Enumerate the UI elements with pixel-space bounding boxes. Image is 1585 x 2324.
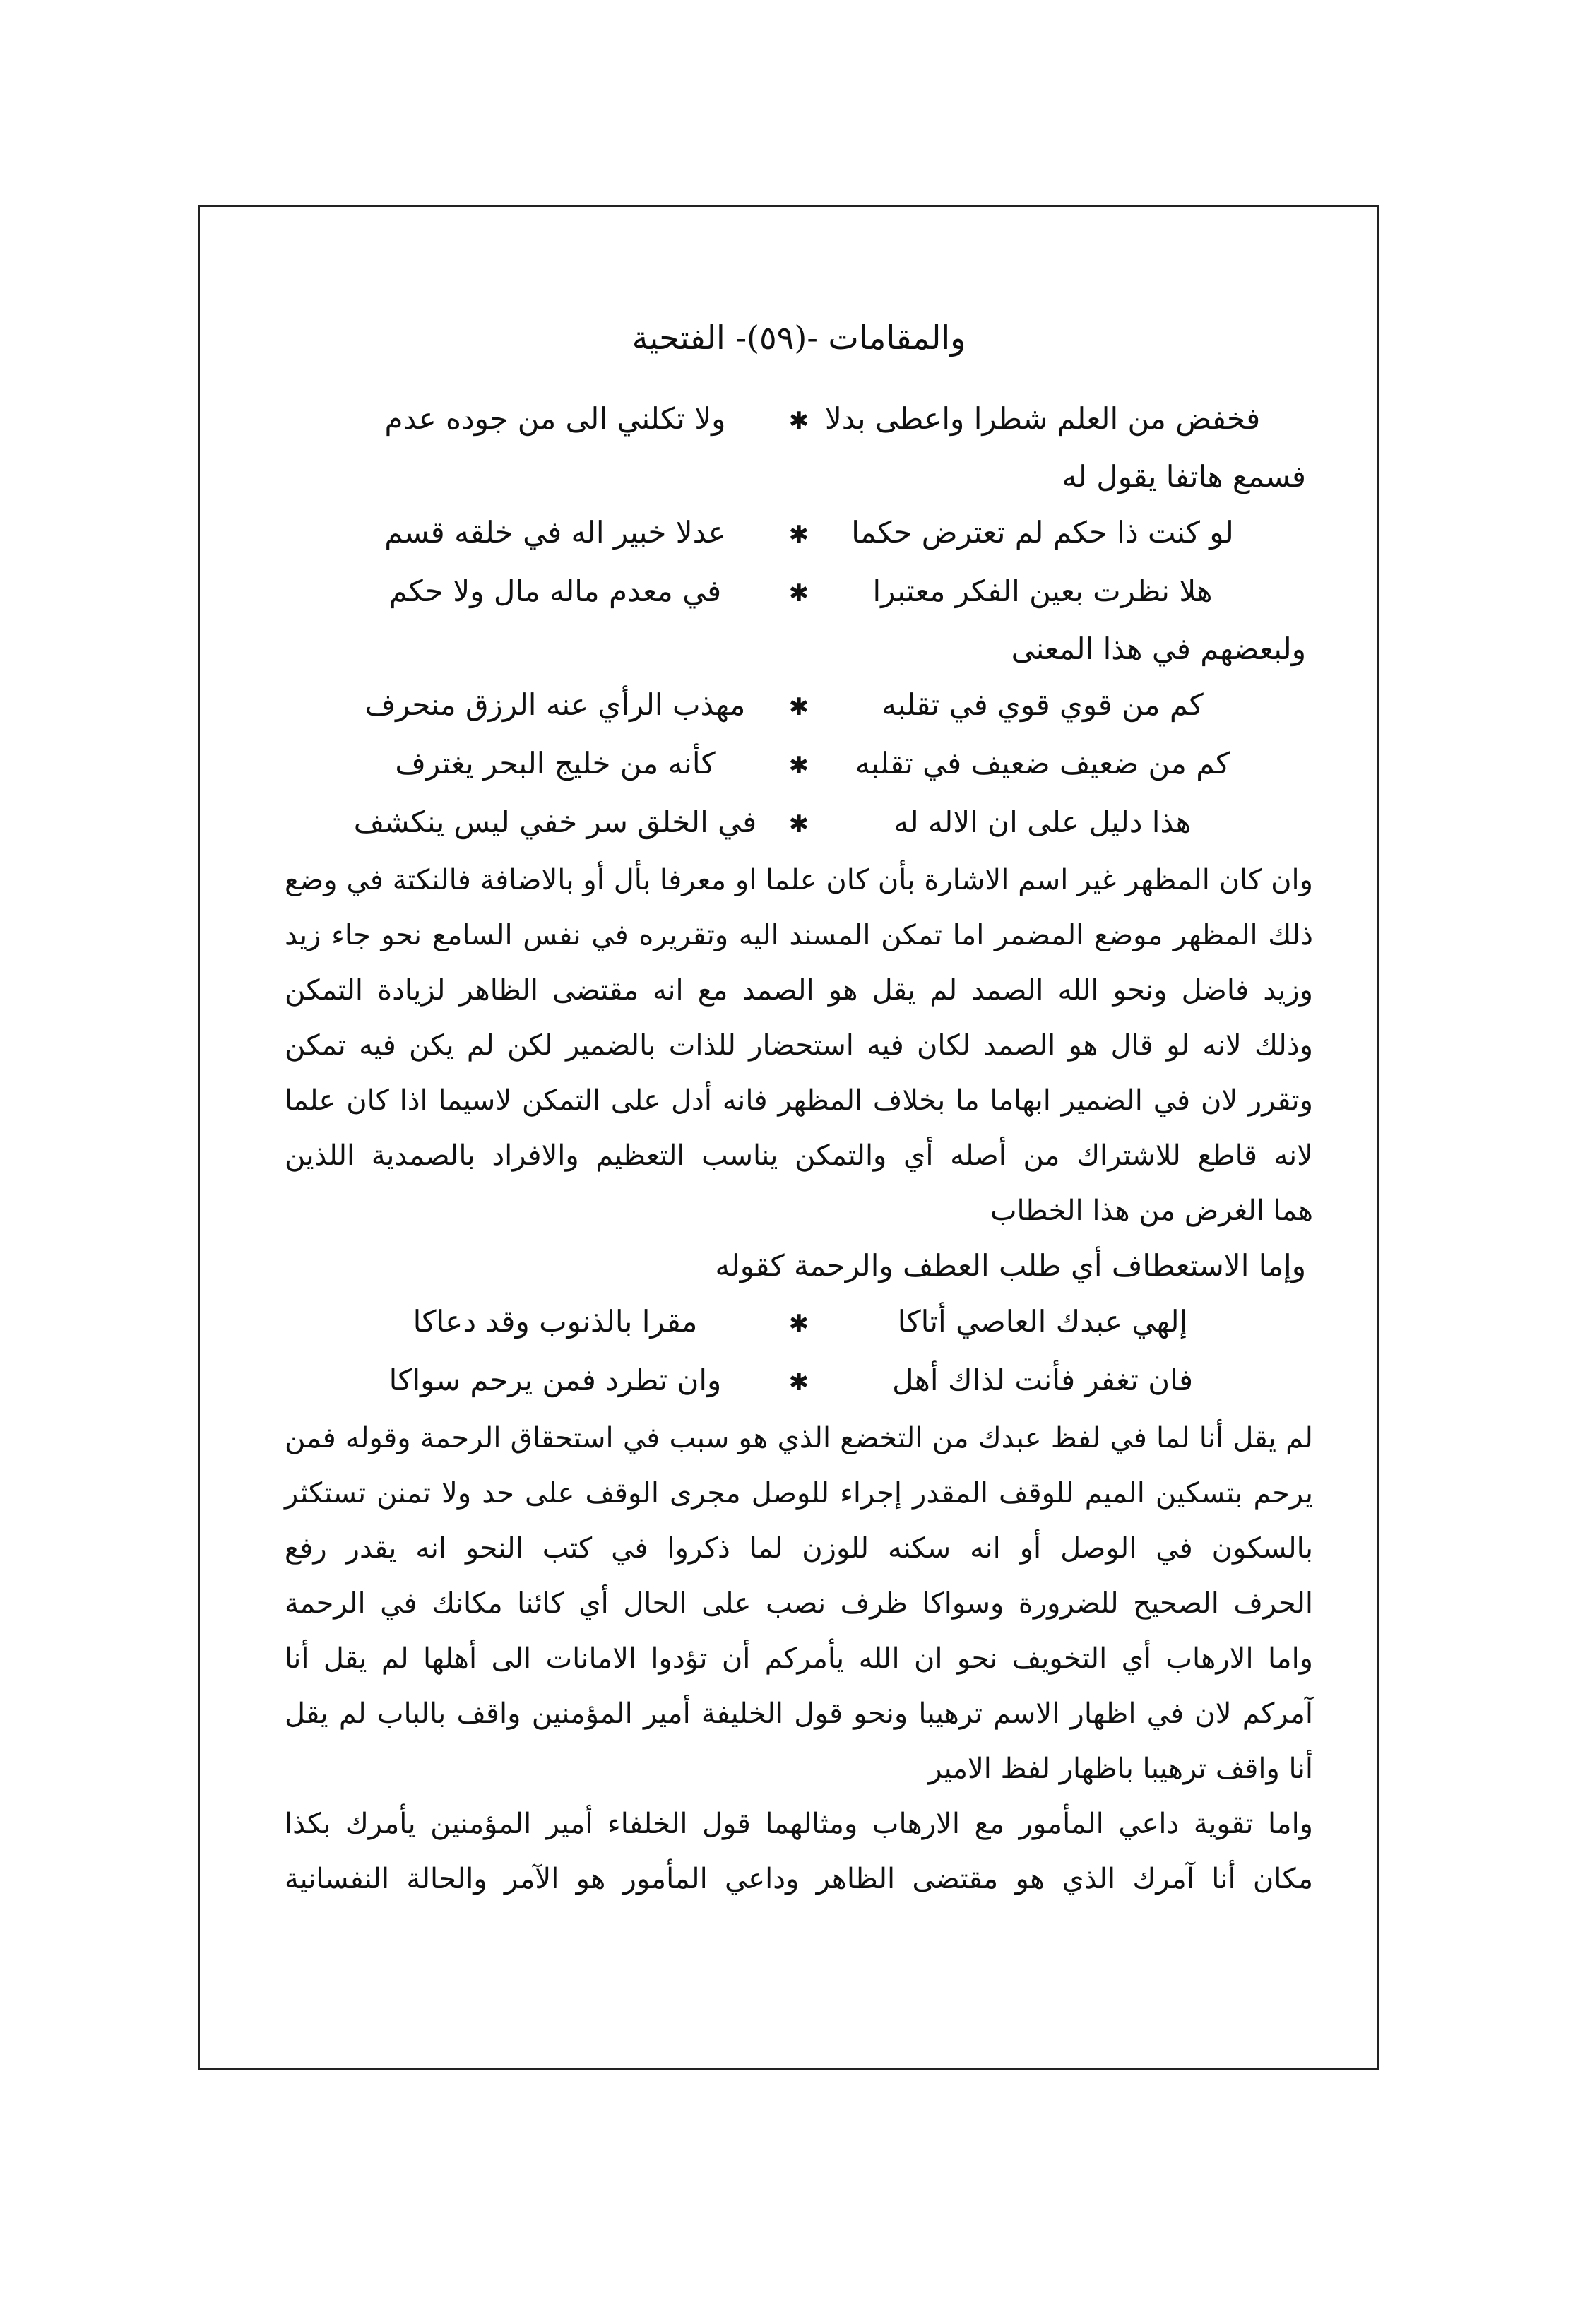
prose-line: مكان أنا آمرك الذي هو مقتضى الظاهر وداعي المأمور هو الآمر والحالة النفسانية <box>285 1863 1313 1895</box>
prose-line: الحرف الصحيح للضرورة وسواكا ظرف نصب على الحال أي كائنا مكانك في الرحمة <box>285 1587 1313 1620</box>
verse-hemistich-right: إلهي عبدك العاصي أتاكا <box>897 1304 1188 1339</box>
prose-line: لم يقل أنا لما في لفظ عبدك من التخضع الذي هو سبب في استحقاق الرحمة وقوله فمن <box>285 1422 1313 1454</box>
verse-hemistich-right: لو كنت ذا حكم لم تعترض حكما <box>851 515 1234 550</box>
prose-line: لانه قاطع للاشتراك من أصله أي والتمكن يناسب التعظيم والافراد بالصمدية اللذين <box>285 1139 1313 1172</box>
verse-hemistich-left: كأنه من خليج البحر يغترف <box>395 746 716 781</box>
prose-line: واما تقوية داعي المأمور مع الارهاب ومثالهما قول الخلفاء أمير المؤمنين يأمرك بكذا <box>285 1808 1313 1840</box>
verse-hemistich-left: في معدم ماله مال ولا حكم <box>388 574 722 608</box>
verse-hemistich-left: في الخلق سر خفي ليس ينكشف <box>353 805 757 839</box>
verse-hemistich-left: ولا تكلني الى من جوده عدم <box>384 401 726 436</box>
prose-line: بالسكون في الوصل أو انه سكنه للوزن لما ذكروا في كتب النحو انه يقدر رفع <box>285 1532 1313 1565</box>
verse-separator-star: ✱ <box>788 1368 809 1397</box>
verse-hemistich-left: مقرا بالذنوب وقد دعاكا <box>412 1304 698 1339</box>
prose-line: وزيد فاضل ونحو الله الصمد لم يقل هو الصمد مع انه مقتضى الظاهر لزيادة التمكن <box>285 974 1313 1007</box>
prose-line: هما الغرض من هذا الخطاب <box>990 1194 1313 1227</box>
verse-hemistich-left: عدلا خبير اله في خلقه قسم <box>384 515 726 550</box>
verse-line <box>285 391 1313 449</box>
verse-hemistich-right: فخفض من العلم شطرا واعطى بدلا <box>824 401 1261 436</box>
verse-intro: فسمع هاتفا يقول له <box>1062 459 1306 494</box>
verse-line <box>285 794 1313 853</box>
verse-line <box>285 735 1313 794</box>
prose-line: آمركم لان في اظهار الاسم ترهيبا ونحو قول الخليفة أمير المؤمنين واقف بالباب لم يقل <box>285 1697 1313 1730</box>
page-content <box>285 313 1313 1907</box>
verse-separator-star: ✱ <box>788 407 809 435</box>
verse-hemistich-right: كم من قوي قوي في تقلبه <box>881 687 1204 722</box>
verse-line <box>285 1352 1313 1411</box>
verse-hemistich-right: هلا نظرت بعين الفكر معتبرا <box>872 574 1213 608</box>
verse-line <box>285 563 1313 622</box>
verse-hemistich-right: فان تغفر فأنت لذاك أهل <box>891 1363 1194 1397</box>
verse-intro: ولبعضهم في هذا المعنى <box>1011 632 1306 666</box>
verse-line <box>285 504 1313 563</box>
prose-line: وتقرر لان في الضمير ابهاما ما بخلاف المظهر فانه أدل على التمكن لاسيما اذا كان علما <box>285 1084 1313 1117</box>
prose-line: أنا واقف ترهيبا باظهار لفظ الامير <box>928 1753 1313 1785</box>
verse-separator-star: ✱ <box>788 752 809 780</box>
verse-hemistich-right: هذا دليل على ان الاله له <box>894 805 1192 839</box>
prose-line: واما الارهاب أي التخويف نحو ان الله يأمركم أن تؤدوا الامانات الى أهلها لم يقل أنا <box>285 1642 1313 1675</box>
page-header: والمقامات -(٥٩)- الفتحية <box>631 319 966 357</box>
prose-line: ذلك المظهر موضع المضمر اما تمكن المسند اليه وتقريره في نفس السامع نحو جاء زيد <box>285 919 1313 951</box>
verse-intro: وإما الاستعطاف أي طلب العطف والرحمة كقوله <box>715 1248 1306 1283</box>
verse-hemistich-right: كم من ضعيف ضعيف في تقلبه <box>855 746 1230 781</box>
verse-separator-star: ✱ <box>788 810 809 838</box>
verse-line <box>285 677 1313 735</box>
prose-line: يرحم بتسكين الميم للوقف المقدر إجراء للوصل مجرى الوقف على حد ولا تمنن تستكثر <box>285 1477 1313 1510</box>
verse-separator-star: ✱ <box>788 579 809 607</box>
verse-hemistich-left: وان تطرد فمن يرحم سواكا <box>388 1363 722 1397</box>
page-frame <box>198 205 1379 2070</box>
prose-line: وان كان المظهر غير اسم الاشارة بأن كان علما او معرفا بأل أو بالاضافة فالنكتة في وضع <box>285 864 1313 896</box>
prose-line: وذلك لانه لو قال هو الصمد لكان فيه استحضار للذات بالضمير لكن لم يكن فيه تمكن <box>285 1029 1313 1062</box>
verse-separator-star: ✱ <box>788 521 809 549</box>
verse-separator-star: ✱ <box>788 693 809 721</box>
verse-separator-star: ✱ <box>788 1310 809 1338</box>
verse-line <box>285 1293 1313 1352</box>
verse-hemistich-left: مهذب الرأي عنه الرزق منحرف <box>364 687 746 722</box>
